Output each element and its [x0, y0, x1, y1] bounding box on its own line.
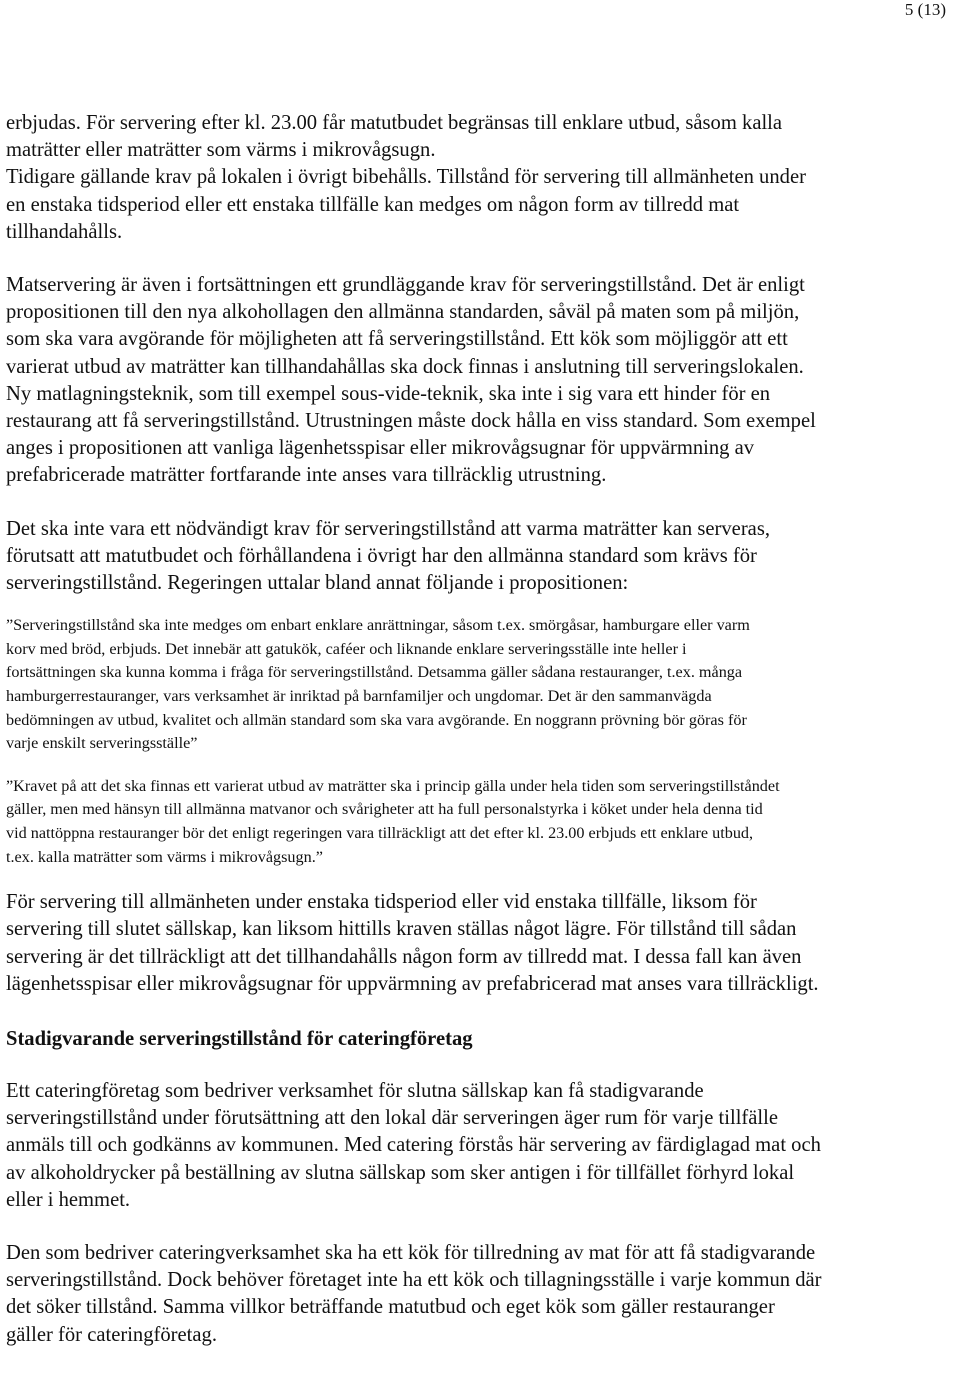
text-line: Den som bedriver cateringverksamhet ska ha ett kök för tillredning av mat för att få stadigvarande — [6, 1242, 816, 1265]
text-line: en enstaka tidsperiod eller ett enstaka tillfälle kan medges om någon form av tillredd mat — [6, 193, 740, 216]
quote-line: bedömningen av utbud, kvalitet och allmän standard som ska vara avgörande. En noggrann prövning bör göras för — [6, 710, 747, 729]
paragraph-matservering — [6, 272, 954, 490]
quote-line: gäller, men med hänsyn till allmänna matvanor och svårigheter att ha full personalstyrka i köket under hela denna tid — [6, 800, 763, 819]
quote-line: hamburgerrestauranger, vars verksamhet är inriktad på barnfamiljer och ungdomar. Det är den sammanvägda — [6, 687, 712, 706]
text-line: lägenhetsspisar eller mikrovågsugnar för uppvärmning av prefabricerad mat anses vara tillräckligt. — [6, 972, 819, 995]
document-body — [6, 110, 954, 1349]
paragraph-cateringverksamhet — [6, 1240, 954, 1349]
text-line: gäller för cateringföretag. — [6, 1323, 217, 1346]
text-line: serveringstillstånd. Regeringen uttalar bland annat följande i propositionen: — [6, 572, 629, 595]
text-line: Matservering är även i fortsättningen ett grundläggande krav för serveringstillstånd. Det är enligt — [6, 274, 805, 297]
page-number: 5 (13) — [904, 0, 946, 19]
text-line: Tidigare gällande krav på lokalen i övrigt bibehålls. Tillstånd för servering till allmänheten under — [6, 166, 806, 189]
paragraph-intro — [6, 110, 954, 246]
section-heading: Stadigvarande serveringstillstånd för cateringföretag — [6, 1028, 473, 1050]
text-line: varierat utbud av maträtter kan tillhandahållas ska dock finnas i anslutning till serveringslokalen. — [6, 355, 804, 378]
text-line: av alkoholdrycker på beställning av slutna sällskap som sker antigen i för tillfället förhyrd lokal — [6, 1161, 795, 1184]
text-line: Ny matlagningsteknik, som till exempel sous-vide-teknik, ska inte i sig vara ett hinder för en — [6, 382, 771, 405]
quote-line: varje enskilt serveringsställe” — [6, 734, 198, 753]
text-line: Ett cateringföretag som bedriver verksamhet för slutna sällskap kan få stadigvarande — [6, 1080, 704, 1102]
text-line: prefabricerade maträtter fortfarande inte anses vara tillräcklig utrustning. — [6, 464, 607, 487]
quote-line: t.ex. kalla maträtter som värms i mikrovågsugn.” — [6, 847, 323, 866]
text-line: det söker tillstånd. Samma villkor beträffande matutbud och eget kök som gäller restauranger — [6, 1296, 775, 1319]
text-line: servering är det tillräckligt att det tillhandahålls någon form av tillredd mat. I dessa fall kan även — [6, 945, 802, 968]
quote-line: ”Kravet på att det ska finnas ett varierat utbud av maträtter ska i princip gälla under hela tiden som serveringstillståndet — [6, 776, 780, 795]
text-line: serveringstillstånd under förutsättning att den lokal där serveringen äger rum för varje tillfälle — [6, 1107, 779, 1130]
text-line: förutsatt att matutbudet och förhållandena i övrigt har den allmänna standard som krävs för — [6, 544, 757, 567]
text-line: tillhandahålls. — [6, 220, 123, 243]
text-line: För servering till allmänheten under enstaka tidsperiod eller vid enstaka tillfälle, liksom för — [6, 891, 757, 914]
text-line: restaurang att få serveringstillstånd. Utrustningen måste dock hålla en viss standard. Som exempel — [6, 410, 816, 433]
text-line: anges i propositionen att vanliga lägenhetsspisar eller mikrovågsugnar för uppvärmning av — [6, 437, 755, 460]
block-quote — [6, 775, 954, 869]
quote-line: fortsättningen ska kunna komma i fråga för serveringstillstånd. Detsamma gäller sådana restauranger, t.ex. många — [6, 663, 743, 682]
block-quote — [6, 614, 954, 756]
paragraph-catering — [6, 1078, 954, 1214]
text-line: serveringstillstånd. Dock behöver företaget inte ha ett kök och tillagningsställe i varje kommun där — [6, 1269, 822, 1292]
text-line: propositionen till den nya alkohollagen den allmänna standarden, såväl på maten som på miljön, — [6, 301, 800, 324]
text-line: Det ska inte vara ett nödvändigt krav för serveringstillstånd att varma maträtter kan serveras, — [6, 517, 770, 540]
text-line: eller i hemmet. — [6, 1188, 131, 1211]
quote-line: ”Serveringstillstånd ska inte medges om enbart enklare anrättningar, såsom t.ex. smörgåsar, hamburgare eller varm — [6, 616, 750, 635]
text-line: som ska vara avgörande för möjligheten att få serveringstillstånd. Ett kök som möjliggör att ett — [6, 328, 788, 351]
text-line: erbjudas. För servering efter kl. 23.00 får matutbudet begränsas till enklare utbud, såsom kalla — [6, 112, 783, 134]
text-line: servering till slutet sällskap, kan liksom hittills kraven ställas något lägre. För tillstånd till sådan — [6, 918, 797, 941]
quote-line: korv med bröd, erbjuds. Det innebär att gatukök, caféer och liknande enklare serveringsställe inte heller i — [6, 639, 687, 658]
quote-line: vid nattöppna restauranger bör det enligt regeringen vara tillräckligt att det efter kl. 23.00 erbjuds ett enklare utbud, — [6, 824, 754, 842]
paragraph-allmanheten — [6, 889, 954, 998]
text-line: anmäls till och godkänns av kommunen. Med catering förstås här servering av färdiglagad mat och — [6, 1134, 821, 1157]
paragraph-krav — [6, 516, 954, 598]
text-line: maträtter eller maträtter som värms i mikrovågsugn. — [6, 139, 436, 162]
